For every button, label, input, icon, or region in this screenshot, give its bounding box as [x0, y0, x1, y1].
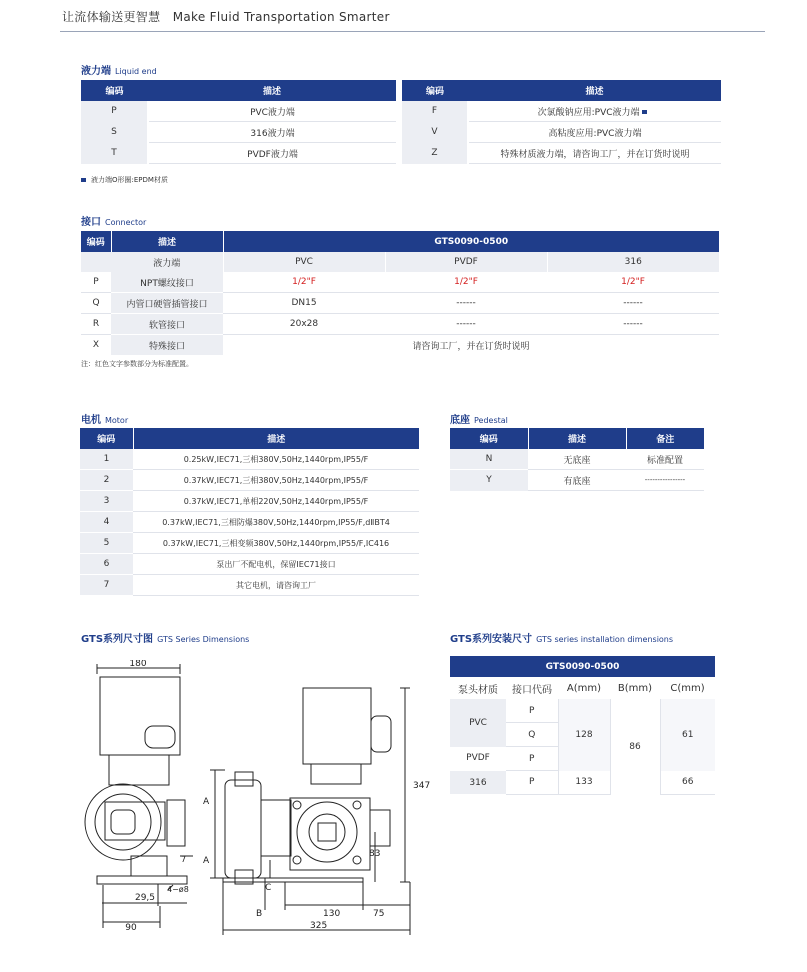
table-row: Q — [450, 723, 715, 747]
dim-83: 83 — [369, 849, 381, 859]
col-header-desc: 描述 — [111, 231, 223, 252]
table-row: Q 内管口硬管插管接口 DN15 ------ ------ — [81, 293, 719, 314]
col-header-desc: 描述 — [468, 80, 721, 101]
liquid-end-front-view — [225, 780, 261, 878]
connector-table — [81, 231, 719, 355]
dim-a-lower: A — [203, 856, 210, 866]
col-header-code: 编码 — [450, 428, 528, 449]
table-row: 3 0.37kW,IEC71,单相220V,50Hz,1440rpm,IP55/F — [80, 491, 419, 512]
table-row: 2 0.37kW,IEC71,三相380V,50Hz,1440rpm,IP55/F — [80, 470, 419, 491]
dim-b: B — [256, 909, 263, 919]
motor-table — [80, 428, 419, 596]
installation-title: GTS系列安装尺寸 GTS series installation dimensions — [450, 634, 674, 645]
table-row: 泵头材质 接口代码 A(mm) B(mm) C(mm) — [458, 682, 705, 696]
dim-130: 130 — [323, 909, 341, 919]
dim-325: 325 — [310, 921, 328, 931]
model-header: GTS0090-0500 — [450, 656, 715, 677]
dim-90: 90 — [125, 923, 137, 933]
table-row: S 316液力端 V 高粘度应用:PVC液力端 — [81, 122, 721, 143]
dim-29-5: 29,5 — [134, 893, 156, 903]
col-header-desc: 描述 — [133, 428, 419, 449]
motor-front-view — [303, 688, 371, 764]
col-header-code: 编码 — [80, 428, 133, 449]
table-row: 4 0.37kW,IEC71,三相防爆380V,50Hz,1440rpm,IP55/F,dⅡBT4 — [80, 512, 419, 533]
dimension-drawing — [75, 660, 435, 945]
connector-note: 注：红色文字参数部分为标准配置。 — [81, 360, 193, 368]
table-row: 7 其它电机，请咨询工厂 — [80, 575, 419, 596]
page-header: 让流体输送更智慧 Make Fluid Transportation Smarter — [62, 10, 390, 24]
liquid-end-note: 液力端O形圈:EPDM材质 — [81, 175, 168, 185]
table-row: R 软管接口 20x28 ------ ------ — [81, 314, 719, 335]
col-header-code: 编码 — [402, 80, 468, 101]
connector-title: 接口 Connector — [81, 217, 147, 228]
table-row: 316 P 133 66 — [450, 771, 715, 795]
dim-75: 75 — [373, 909, 385, 919]
dim-7: 7 — [181, 855, 187, 864]
pump-flange — [297, 802, 357, 862]
col-header-note: 备注 — [626, 428, 704, 449]
table-row: P NPT螺纹接口 1/2"F 1/2"F 1/2"F — [81, 272, 719, 293]
installation-table — [450, 656, 715, 795]
table-row: X 特殊接口 请咨询工厂，并在订货时说明 — [81, 335, 719, 356]
col-header-desc: 描述 — [528, 428, 626, 449]
pedestal-title: 底座 Pedestal — [450, 415, 508, 426]
standard-marker-icon — [81, 178, 86, 182]
table-row: P PVC液力端 F 次氯酸钠应用:PVC液力端 — [81, 101, 721, 122]
table-row: PVC P 128 86 61 — [450, 699, 715, 723]
table-row: N 无底座 标准配置 — [450, 449, 704, 470]
liquid-end-title: 液力端 Liquid end — [81, 66, 157, 77]
col-header-desc: 描述 — [148, 80, 396, 101]
table-row: 6 泵出厂不配电机，保留IEC71接口 — [80, 554, 419, 575]
col-header-code: 编码 — [81, 231, 111, 252]
header-divider — [60, 31, 765, 32]
dim-180: 180 — [129, 660, 147, 669]
liquid-end-table — [81, 80, 721, 164]
col-header-model: GTS0090-0500 — [223, 231, 719, 252]
motor-side-view — [100, 677, 180, 755]
standard-marker-icon — [642, 110, 647, 114]
table-row: 1 0.25kW,IEC71,三相380V,50Hz,1440rpm,IP55/F — [80, 449, 419, 470]
table-row: Y 有底座 ---------------- — [450, 470, 704, 491]
table-row: 液力端 PVC PVDF 316 — [81, 252, 719, 272]
motor-title: 电机 Motor — [81, 415, 129, 426]
pedestal-table — [450, 428, 704, 491]
dim-347: 347 — [413, 781, 431, 791]
table-row: PVDF P — [450, 747, 715, 771]
dim-4-holes: 4−ø8 — [167, 885, 189, 894]
table-row: T PVDF液力端 Z 特殊材质液力端，请咨询工厂，并在订货时说明 — [81, 143, 721, 164]
col-header-code: 编码 — [81, 80, 148, 101]
pump-head-side-view — [85, 784, 161, 860]
dim-c: C — [265, 883, 272, 893]
dim-a-upper: A — [203, 797, 210, 807]
table-row: 5 0.37kW,IEC71,三相变频380V,50Hz,1440rpm,IP55/F,IC416 — [80, 533, 419, 554]
dimensions-title: GTS系列尺寸图 GTS Series Dimensions — [81, 634, 250, 645]
